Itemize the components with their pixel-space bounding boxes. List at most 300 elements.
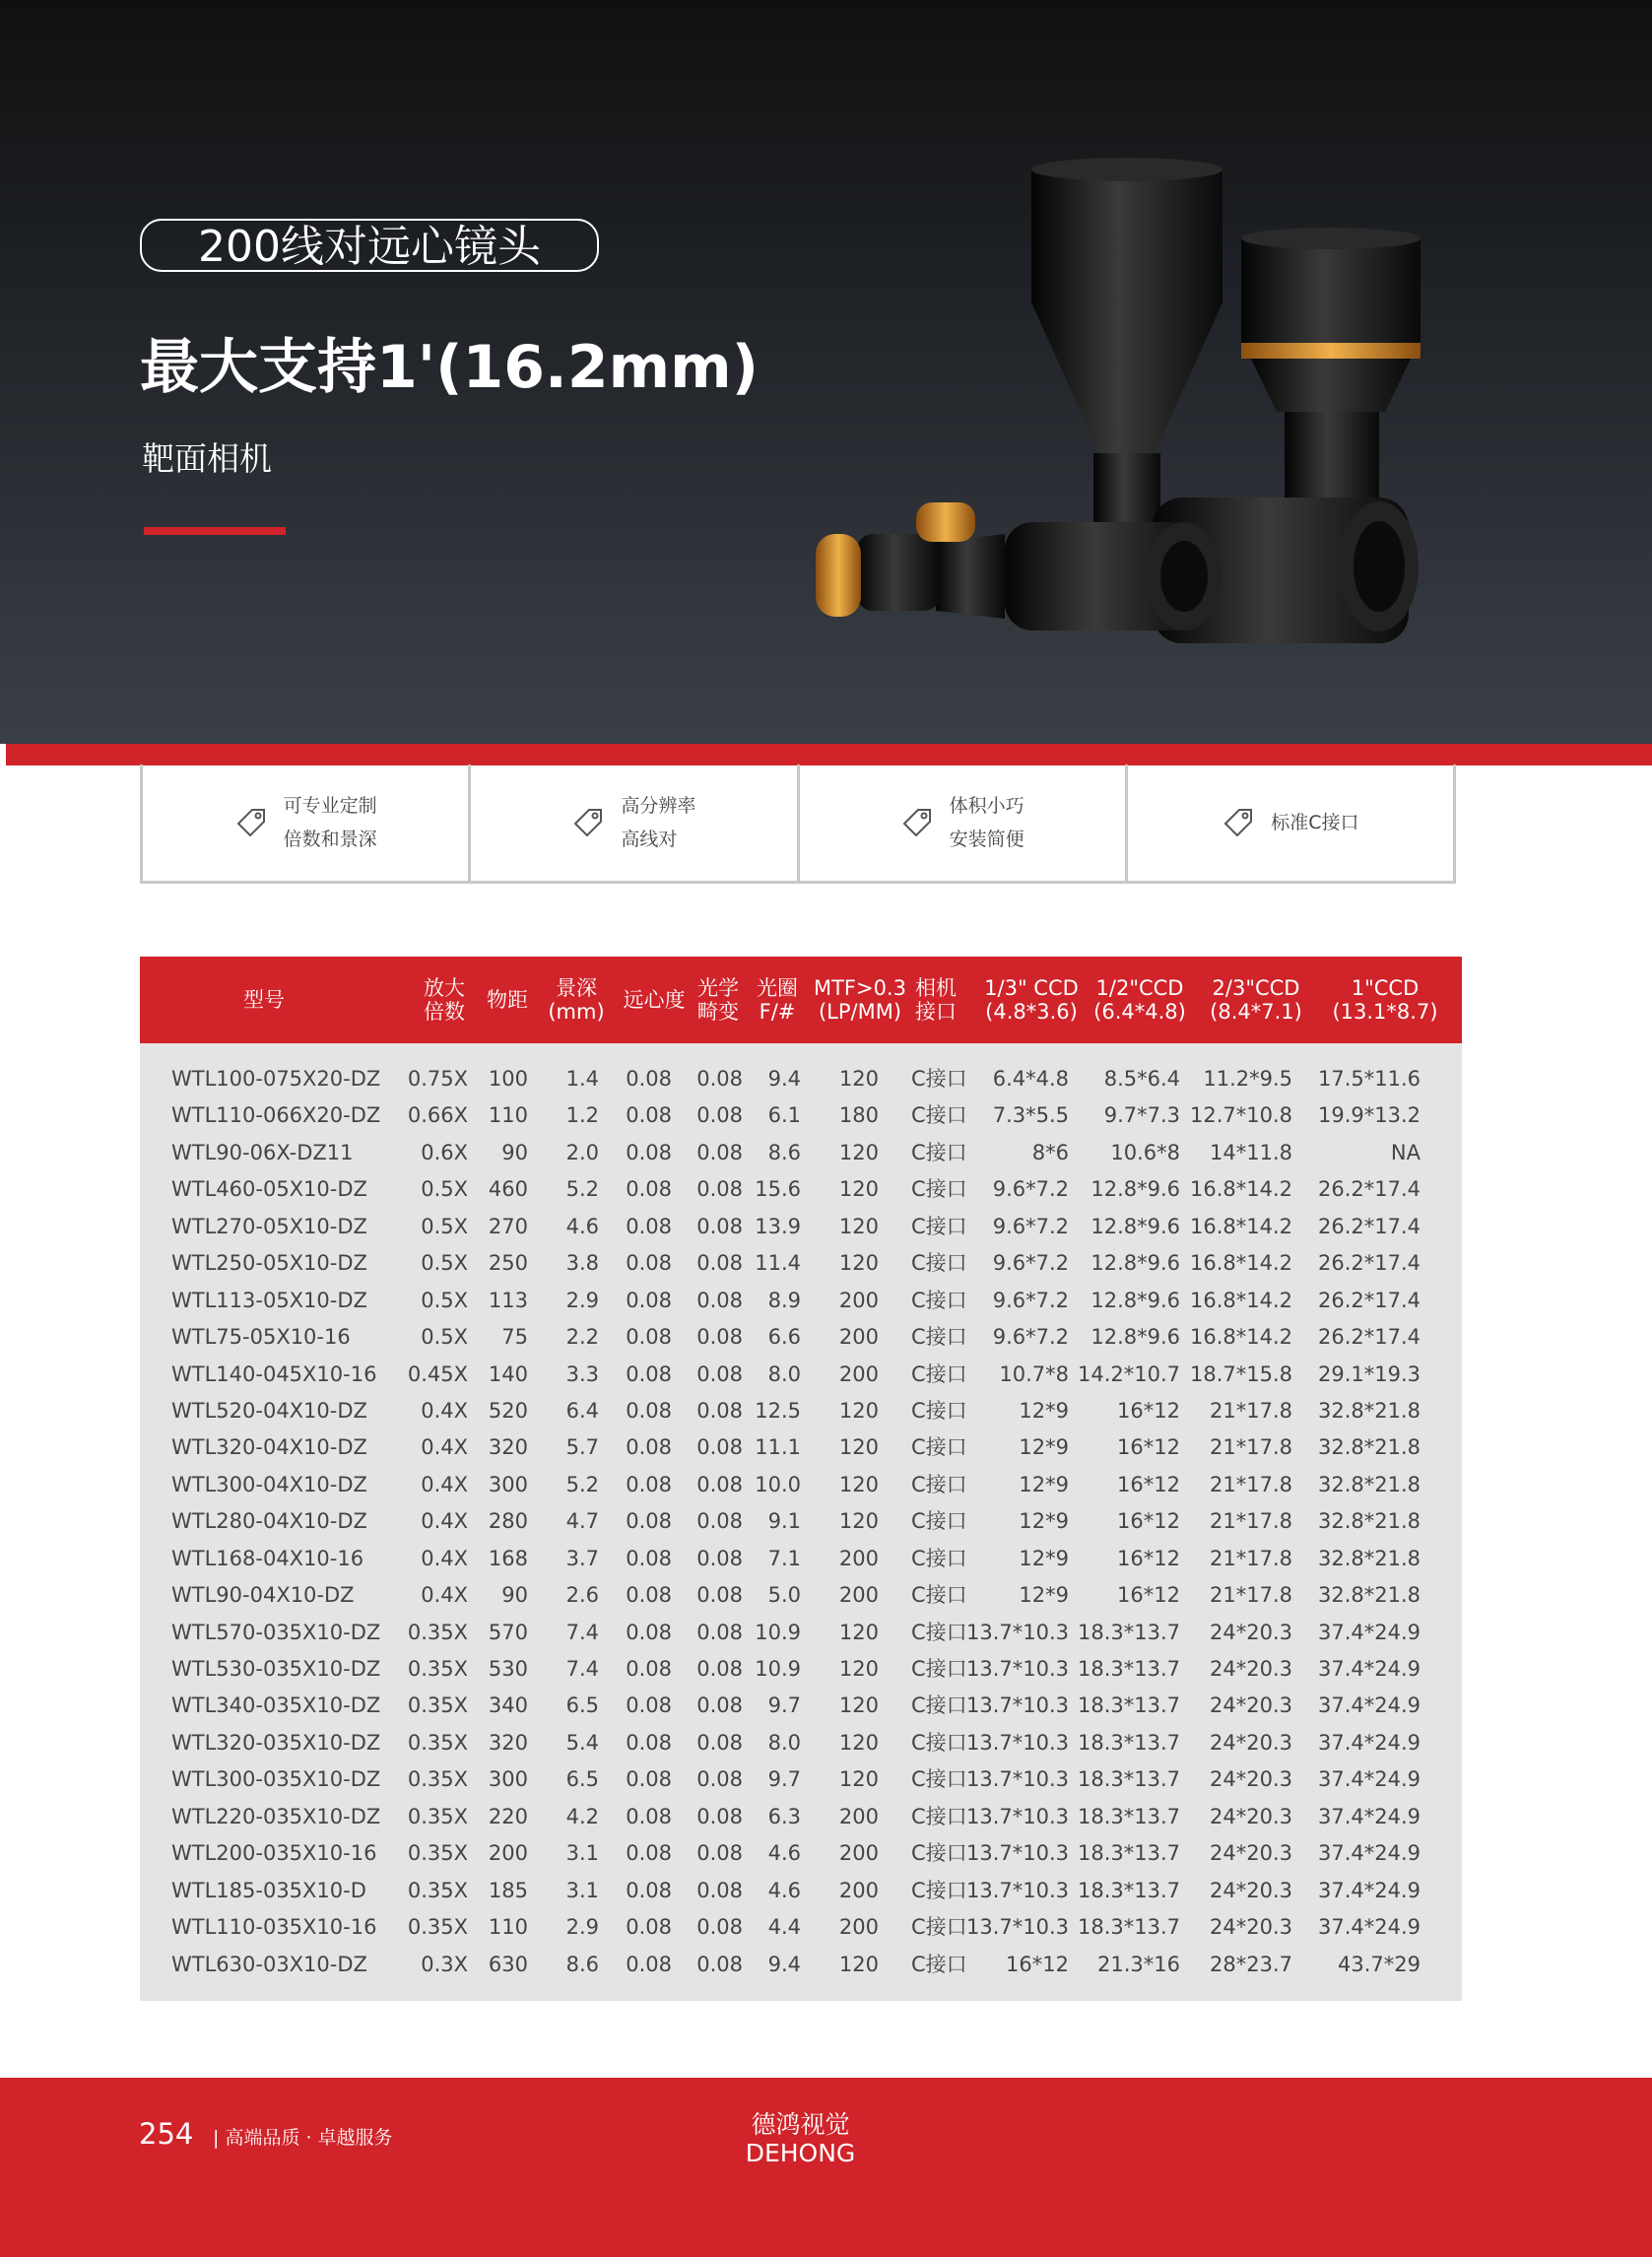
table-cell: 0.08	[626, 1140, 672, 1164]
table-cell: 180	[838, 1103, 879, 1128]
table-cell: 9.6*7.2	[992, 1251, 1069, 1276]
table-cell: 0.08	[626, 1878, 672, 1902]
table-cell: 0.08	[696, 1325, 743, 1350]
table-row	[140, 1761, 1462, 1798]
table-cell: C接口	[911, 1804, 967, 1828]
table-cell: 270	[488, 1214, 528, 1238]
table-cell: 0.08	[626, 1546, 672, 1570]
table-cell: 18.3*13.7	[1077, 1841, 1180, 1866]
tag-icon	[234, 806, 268, 839]
table-cell: 6.4*4.8	[992, 1067, 1069, 1091]
table-cell: 0.08	[626, 1214, 672, 1238]
table-cell: 21*17.8	[1210, 1546, 1292, 1570]
table-cell: 37.4*24.9	[1317, 1693, 1421, 1718]
table-cell: 0.08	[696, 1398, 743, 1423]
table-cell: 185	[488, 1878, 528, 1902]
table-cell: 10.0	[755, 1472, 801, 1496]
table-cell: 12.8*9.6	[1090, 1251, 1180, 1276]
table-cell: 37.4*24.9	[1317, 1804, 1421, 1828]
table-cell: 18.3*13.7	[1077, 1620, 1180, 1644]
column-header: 景深 (mm)	[548, 976, 605, 1024]
table-cell: 0.35X	[407, 1657, 468, 1681]
table-cell: C接口	[911, 1214, 967, 1238]
table-cell: WTL280-04X10-DZ	[171, 1509, 367, 1534]
table-cell: 37.4*24.9	[1317, 1620, 1421, 1644]
table-cell: C接口	[911, 1435, 967, 1460]
spec-table-body	[140, 1061, 1462, 1983]
table-cell: 6.5	[565, 1693, 599, 1718]
spec-table	[140, 957, 1462, 2001]
table-row	[140, 1357, 1462, 1393]
table-cell: 120	[838, 1767, 879, 1792]
table-cell: 6.3	[767, 1804, 801, 1828]
table-cell: 24*20.3	[1210, 1620, 1292, 1644]
feature-line-2: 安装简便	[949, 829, 1024, 850]
table-cell: 320	[488, 1435, 528, 1460]
table-row	[140, 1503, 1462, 1540]
table-cell: 90	[501, 1583, 528, 1608]
table-cell: C接口	[911, 1251, 967, 1276]
table-row	[140, 1615, 1462, 1651]
table-cell: 0.6X	[421, 1140, 468, 1164]
table-cell: WTL100-075X20-DZ	[171, 1067, 381, 1091]
table-cell: 13.7*10.3	[965, 1767, 1069, 1792]
table-cell: 21*17.8	[1210, 1398, 1292, 1423]
table-cell: 9.4	[767, 1952, 801, 1976]
table-cell: 8.6	[565, 1952, 599, 1976]
table-cell: 0.08	[696, 1730, 743, 1755]
table-cell: 120	[838, 1472, 879, 1496]
table-cell: 0.08	[696, 1435, 743, 1460]
table-cell: 1.4	[565, 1067, 599, 1091]
table-cell: 0.4X	[421, 1435, 468, 1460]
table-row	[140, 1171, 1462, 1208]
table-cell: 0.08	[696, 1620, 743, 1644]
table-cell: 6.6	[767, 1325, 801, 1350]
table-cell: WTL220-035X10-DZ	[171, 1804, 381, 1828]
table-cell: 24*20.3	[1210, 1767, 1292, 1792]
brand-name-en: DEHONG	[745, 2139, 856, 2167]
table-cell: 16.8*14.2	[1189, 1251, 1292, 1276]
table-cell: 0.35X	[407, 1878, 468, 1902]
table-cell: 0.08	[626, 1472, 672, 1496]
table-cell: 0.4X	[421, 1509, 468, 1534]
table-cell: 8.5*6.4	[1103, 1067, 1180, 1091]
table-cell: 300	[488, 1767, 528, 1792]
table-cell: 21*17.8	[1210, 1435, 1292, 1460]
table-cell: 0.35X	[407, 1620, 468, 1644]
table-cell: 4.4	[767, 1915, 801, 1940]
table-cell: 320	[488, 1730, 528, 1755]
table-cell: WTL300-04X10-DZ	[171, 1472, 367, 1496]
table-cell: 460	[488, 1177, 528, 1202]
table-cell: 26.2*17.4	[1317, 1325, 1421, 1350]
table-row	[140, 1873, 1462, 1909]
table-cell: 4.6	[767, 1841, 801, 1866]
table-cell: 8.0	[767, 1361, 801, 1386]
table-row	[140, 1909, 1462, 1946]
table-cell: 120	[838, 1214, 879, 1238]
table-cell: 9.6*7.2	[992, 1214, 1069, 1238]
table-cell: C接口	[911, 1657, 967, 1681]
table-cell: 0.08	[626, 1398, 672, 1423]
page-subtitle: 靶面相机	[142, 439, 272, 478]
table-cell: WTL530-035X10-DZ	[171, 1657, 381, 1681]
table-cell: 530	[488, 1657, 528, 1681]
table-cell: 0.08	[696, 1067, 743, 1091]
column-header: 相机 接口	[915, 976, 957, 1024]
table-row	[140, 1541, 1462, 1577]
table-cell: 0.08	[696, 1103, 743, 1128]
table-cell: 0.4X	[421, 1472, 468, 1496]
table-cell: 21*17.8	[1210, 1509, 1292, 1534]
table-cell: 24*20.3	[1210, 1804, 1292, 1828]
table-cell: 0.08	[696, 1915, 743, 1940]
table-cell: 28*23.7	[1210, 1952, 1292, 1976]
table-cell: 12*9	[1019, 1398, 1069, 1423]
table-row	[140, 1577, 1462, 1614]
table-cell: 16.8*14.2	[1189, 1288, 1292, 1312]
table-cell: 24*20.3	[1210, 1915, 1292, 1940]
table-cell: 8.6	[767, 1140, 801, 1164]
table-cell: WTL250-05X10-DZ	[171, 1251, 367, 1276]
table-row	[140, 1245, 1462, 1282]
table-cell: 120	[838, 1398, 879, 1423]
table-cell: 14.2*10.7	[1077, 1361, 1180, 1386]
table-cell: 6.1	[767, 1103, 801, 1128]
table-cell: 0.4X	[421, 1398, 468, 1423]
table-cell: 0.08	[696, 1214, 743, 1238]
table-cell: 0.4X	[421, 1546, 468, 1570]
table-cell: WTL90-06X-DZ11	[171, 1140, 354, 1164]
column-header: 1/3" CCD (4.8*3.6)	[984, 976, 1079, 1024]
table-cell: 26.2*17.4	[1317, 1177, 1421, 1202]
table-cell: 200	[838, 1361, 879, 1386]
table-cell: 0.08	[626, 1361, 672, 1386]
table-cell: 18.3*13.7	[1077, 1804, 1180, 1828]
hero-banner	[0, 0, 1652, 744]
column-header: 1"CCD (13.1*8.7)	[1332, 976, 1438, 1024]
table-cell: 12.8*9.6	[1090, 1177, 1180, 1202]
page-number: 254	[139, 2117, 194, 2151]
table-cell: WTL270-05X10-DZ	[171, 1214, 367, 1238]
table-cell: 32.8*21.8	[1317, 1509, 1421, 1534]
table-cell: 32.8*21.8	[1317, 1546, 1421, 1570]
feature-strip	[140, 764, 1456, 884]
table-cell: 520	[488, 1398, 528, 1423]
table-cell: 24*20.3	[1210, 1878, 1292, 1902]
table-row	[140, 1283, 1462, 1319]
table-cell: 0.08	[696, 1288, 743, 1312]
table-cell: 24*20.3	[1210, 1841, 1292, 1866]
table-cell: 120	[838, 1509, 879, 1534]
feature-line-1: 高分辨率	[621, 795, 696, 817]
table-cell: 0.08	[696, 1361, 743, 1386]
table-cell: 13.9	[755, 1214, 801, 1238]
table-cell: 9.6*7.2	[992, 1325, 1069, 1350]
table-cell: WTL570-035X10-DZ	[171, 1620, 381, 1644]
table-row	[140, 1467, 1462, 1503]
table-cell: 32.8*21.8	[1317, 1435, 1421, 1460]
table-cell: 21*17.8	[1210, 1472, 1292, 1496]
table-cell: 12.8*9.6	[1090, 1325, 1180, 1350]
tag-icon	[900, 806, 934, 839]
table-cell: 4.7	[565, 1509, 599, 1534]
table-cell: 13.7*10.3	[965, 1693, 1069, 1718]
table-cell: 120	[838, 1435, 879, 1460]
table-cell: 5.2	[565, 1177, 599, 1202]
table-cell: 16*12	[1117, 1583, 1180, 1608]
table-cell: 0.5X	[421, 1214, 468, 1238]
table-cell: 110	[488, 1103, 528, 1128]
table-cell: 0.08	[696, 1140, 743, 1164]
table-cell: 4.6	[565, 1214, 599, 1238]
table-cell: 200	[838, 1915, 879, 1940]
table-cell: 13.7*10.3	[965, 1915, 1069, 1940]
table-cell: WTL200-035X10-16	[171, 1841, 377, 1866]
table-cell: 0.08	[626, 1841, 672, 1866]
table-cell: 11.1	[755, 1435, 801, 1460]
column-header: 物距	[487, 988, 528, 1012]
table-cell: 18.3*13.7	[1077, 1693, 1180, 1718]
table-cell: 4.2	[565, 1804, 599, 1828]
tag-icon	[1222, 806, 1255, 839]
table-cell: 2.6	[565, 1583, 599, 1608]
table-cell: 120	[838, 1952, 879, 1976]
table-cell: C接口	[911, 1693, 967, 1718]
table-cell: 0.35X	[407, 1915, 468, 1940]
table-cell: 18.3*13.7	[1077, 1915, 1180, 1940]
page-footer	[0, 2078, 1652, 2257]
table-cell: 0.08	[626, 1767, 672, 1792]
table-cell: 113	[488, 1288, 528, 1312]
table-cell: 16*12	[1117, 1509, 1180, 1534]
table-cell: 9.1	[767, 1509, 801, 1534]
table-cell: 0.66X	[407, 1103, 468, 1128]
table-cell: 5.2	[565, 1472, 599, 1496]
table-cell: 0.08	[626, 1103, 672, 1128]
table-row	[140, 1651, 1462, 1688]
table-cell: 14*11.8	[1210, 1140, 1292, 1164]
table-cell: WTL460-05X10-DZ	[171, 1177, 367, 1202]
table-cell: 9.7	[767, 1767, 801, 1792]
table-cell: 16.8*14.2	[1189, 1214, 1292, 1238]
table-cell: 0.08	[696, 1878, 743, 1902]
table-cell: WTL320-035X10-DZ	[171, 1730, 381, 1755]
table-row	[140, 1135, 1462, 1171]
table-cell: 0.08	[696, 1952, 743, 1976]
table-cell: 0.08	[626, 1583, 672, 1608]
table-cell: 0.08	[626, 1288, 672, 1312]
table-cell: 5.0	[767, 1583, 801, 1608]
table-cell: C接口	[911, 1288, 967, 1312]
table-cell: 16*12	[1117, 1546, 1180, 1570]
table-cell: WTL185-035X10-D	[171, 1878, 366, 1902]
table-cell: C接口	[911, 1878, 967, 1902]
table-cell: 0.08	[696, 1583, 743, 1608]
table-cell: C接口	[911, 1952, 967, 1976]
table-row	[140, 1688, 1462, 1724]
table-cell: 0.08	[696, 1177, 743, 1202]
table-cell: C接口	[911, 1546, 967, 1570]
table-cell: 16*12	[1117, 1398, 1180, 1423]
table-cell: 0.35X	[407, 1767, 468, 1792]
table-cell: 9.6*7.2	[992, 1288, 1069, 1312]
table-cell: C接口	[911, 1472, 967, 1496]
table-cell: 120	[838, 1251, 879, 1276]
table-cell: 12*9	[1019, 1509, 1069, 1534]
hero-red-band	[0, 744, 1652, 765]
feature-line-1: 标准C接口	[1271, 812, 1359, 833]
table-cell: 4.6	[767, 1878, 801, 1902]
table-cell: 0.5X	[421, 1325, 468, 1350]
table-cell: 250	[488, 1251, 528, 1276]
table-cell: 15.6	[755, 1177, 801, 1202]
table-cell: 8.0	[767, 1730, 801, 1755]
table-cell: 13.7*10.3	[965, 1804, 1069, 1828]
table-cell: WTL140-045X10-16	[171, 1361, 377, 1386]
table-cell: 37.4*24.9	[1317, 1730, 1421, 1755]
table-cell: 0.4X	[421, 1583, 468, 1608]
table-cell: 18.3*13.7	[1077, 1878, 1180, 1902]
table-cell: 120	[838, 1657, 879, 1681]
table-cell: 120	[838, 1140, 879, 1164]
table-cell: 37.4*24.9	[1317, 1657, 1421, 1681]
table-cell: WTL90-04X10-DZ	[171, 1583, 355, 1608]
table-cell: 13.7*10.3	[965, 1730, 1069, 1755]
table-cell: 7.3*5.5	[992, 1103, 1069, 1128]
table-cell: 0.08	[696, 1546, 743, 1570]
table-cell: 5.7	[565, 1435, 599, 1460]
table-cell: 0.08	[626, 1251, 672, 1276]
table-cell: 12.8*9.6	[1090, 1214, 1180, 1238]
table-cell: 8.9	[767, 1288, 801, 1312]
table-cell: 0.35X	[407, 1841, 468, 1866]
table-cell: 0.45X	[407, 1361, 468, 1386]
table-cell: 3.8	[565, 1251, 599, 1276]
table-cell: 200	[838, 1325, 879, 1350]
table-cell: 24*20.3	[1210, 1693, 1292, 1718]
table-cell: 2.0	[565, 1140, 599, 1164]
feature-line-1: 体积小巧	[949, 795, 1024, 817]
column-header: MTF>0.3 (LP/MM)	[813, 976, 907, 1024]
table-row	[140, 1097, 1462, 1134]
table-cell: 19.9*13.2	[1317, 1103, 1421, 1128]
table-cell: 18.3*13.7	[1077, 1767, 1180, 1792]
table-cell: 2.9	[565, 1288, 599, 1312]
table-cell: 3.1	[565, 1878, 599, 1902]
feature-item	[1128, 764, 1456, 881]
table-row	[140, 1429, 1462, 1466]
table-cell: 10.9	[755, 1620, 801, 1644]
table-cell: 0.08	[626, 1177, 672, 1202]
table-cell: 0.08	[696, 1657, 743, 1681]
table-cell: 12.8*9.6	[1090, 1288, 1180, 1312]
table-cell: 10.7*8	[999, 1361, 1069, 1386]
table-cell: 10.6*8	[1110, 1140, 1180, 1164]
table-row	[140, 1393, 1462, 1429]
table-cell: 37.4*24.9	[1317, 1767, 1421, 1792]
table-cell: 11.4	[755, 1251, 801, 1276]
column-header: 2/3"CCD (8.4*7.1)	[1210, 976, 1302, 1024]
table-cell: 120	[838, 1693, 879, 1718]
table-cell: 0.5X	[421, 1288, 468, 1312]
table-cell: 0.5X	[421, 1177, 468, 1202]
table-row	[140, 1835, 1462, 1872]
table-cell: 21*17.8	[1210, 1583, 1292, 1608]
table-cell: 0.35X	[407, 1804, 468, 1828]
table-cell: 18.7*15.8	[1189, 1361, 1292, 1386]
table-cell: 12*9	[1019, 1546, 1069, 1570]
table-cell: 8*6	[1031, 1140, 1069, 1164]
table-cell: WTL168-04X10-16	[171, 1546, 364, 1570]
table-cell: 26.2*17.4	[1317, 1288, 1421, 1312]
table-cell: 13.7*10.3	[965, 1620, 1069, 1644]
telecentric-lens-product-image	[798, 148, 1428, 660]
table-cell: 12.5	[755, 1398, 801, 1423]
page-headline: 最大支持1'(16.2mm)	[140, 333, 760, 402]
table-cell: 13.7*10.3	[965, 1878, 1069, 1902]
table-cell: 0.75X	[407, 1067, 468, 1091]
column-header: 1/2"CCD (6.4*4.8)	[1093, 976, 1186, 1024]
column-header: 光学 畸变	[697, 976, 739, 1024]
footer-slogan: | 高端品质 · 卓越服务	[213, 2127, 393, 2149]
table-cell: 6.5	[565, 1767, 599, 1792]
product-series-pill: 200线对远心镜头	[140, 219, 599, 272]
table-cell: 13.7*10.3	[965, 1841, 1069, 1866]
table-cell: 0.08	[696, 1767, 743, 1792]
table-cell: 29.1*19.3	[1317, 1361, 1421, 1386]
table-cell: 2.2	[565, 1325, 599, 1350]
feature-item	[143, 764, 471, 881]
table-cell: 200	[838, 1841, 879, 1866]
table-cell: 0.08	[626, 1804, 672, 1828]
table-cell: 11.2*9.5	[1203, 1067, 1292, 1091]
table-row	[140, 1725, 1462, 1761]
table-cell: C接口	[911, 1767, 967, 1792]
table-cell: C接口	[911, 1140, 967, 1164]
table-cell: WTL113-05X10-DZ	[171, 1288, 367, 1312]
table-cell: 0.08	[696, 1841, 743, 1866]
table-cell: 0.08	[696, 1693, 743, 1718]
table-cell: 0.08	[626, 1620, 672, 1644]
table-row	[140, 1061, 1462, 1097]
table-cell: 9.7	[767, 1693, 801, 1718]
table-row	[140, 1947, 1462, 1983]
feature-line-2: 高线对	[621, 829, 678, 850]
table-cell: C接口	[911, 1583, 967, 1608]
table-cell: 21.3*16	[1097, 1952, 1180, 1976]
table-cell: WTL520-04X10-DZ	[171, 1398, 367, 1423]
table-cell: 0.08	[626, 1325, 672, 1350]
table-cell: C接口	[911, 1177, 967, 1202]
brand-name-cn: 德鸿视觉	[751, 2110, 850, 2139]
table-cell: 18.3*13.7	[1077, 1657, 1180, 1681]
table-cell: 75	[501, 1325, 528, 1350]
table-cell: 120	[838, 1177, 879, 1202]
table-cell: 0.08	[626, 1435, 672, 1460]
table-cell: C接口	[911, 1325, 967, 1350]
table-cell: 32.8*21.8	[1317, 1398, 1421, 1423]
table-cell: 7.4	[565, 1620, 599, 1644]
table-cell: 630	[488, 1952, 528, 1976]
table-cell: C接口	[911, 1915, 967, 1940]
table-cell: 0.08	[626, 1952, 672, 1976]
table-cell: C接口	[911, 1103, 967, 1128]
table-cell: 110	[488, 1915, 528, 1940]
table-cell: 0.08	[626, 1693, 672, 1718]
table-cell: 9.6*7.2	[992, 1177, 1069, 1202]
